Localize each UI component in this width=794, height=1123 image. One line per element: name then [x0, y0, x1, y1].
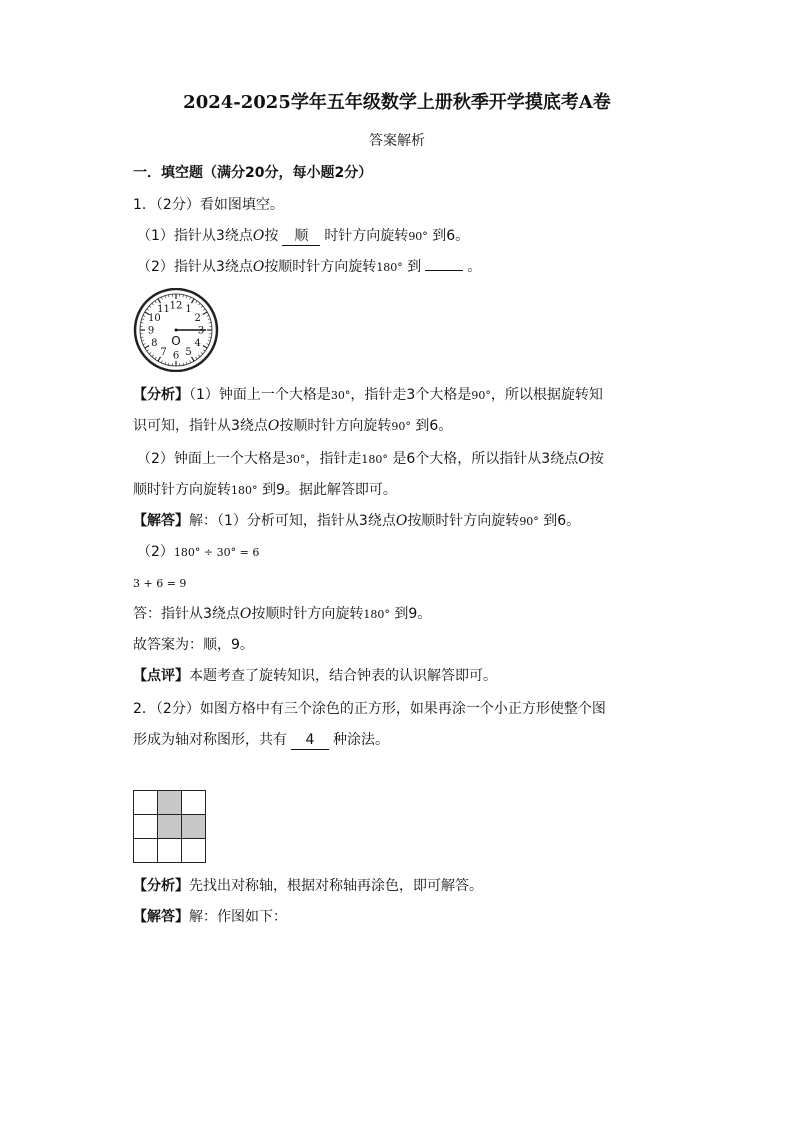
q1-part2-text: 按顺时针方向旋转 — [264, 259, 377, 275]
clock-tick — [183, 363, 184, 365]
clock-tick — [143, 315, 145, 316]
clock-tick — [203, 346, 207, 349]
page-title: 2024-2025学年五年级数学上册秋季开学摸底考A卷 — [183, 92, 611, 113]
clock-tick — [143, 344, 145, 345]
q1-part2 — [137, 257, 481, 278]
clock-tick — [196, 301, 197, 303]
point-o: O — [578, 451, 590, 467]
q1-analysis-line2 — [133, 416, 452, 437]
clock-tick — [209, 323, 211, 324]
grid-square — [182, 839, 206, 863]
clock-number: 1 — [185, 303, 192, 315]
q1-part2-text: 到 — [407, 259, 422, 275]
solution-tag: 【解答】 — [133, 909, 189, 925]
clock-tick — [192, 299, 195, 303]
clock-tick — [208, 340, 210, 341]
clock-tick — [207, 315, 209, 316]
clock-tick — [186, 362, 187, 364]
q1-stem: 1．（2分）看如图填空。 — [133, 197, 284, 213]
solution-text: 解：作图如下： — [189, 909, 287, 925]
solution-text: 解：（1）分析可知，指针从3绕点 — [189, 513, 396, 529]
clock-tick — [198, 303, 200, 305]
degree-value: 180° — [363, 608, 390, 621]
clock-tick — [147, 309, 149, 310]
clock-tick — [207, 344, 209, 345]
q1-solution-line3 — [133, 573, 186, 594]
q1-part1-answer: 顺 — [282, 228, 320, 246]
grid-square — [134, 815, 158, 839]
analysis-text: ，指针走 — [305, 451, 362, 467]
q2-solution — [133, 907, 287, 927]
shaded-square — [158, 791, 182, 815]
clock-tick — [149, 306, 151, 308]
clock-tick — [142, 340, 144, 341]
review-tag: 【点评】 — [133, 668, 189, 684]
clock-tick — [155, 301, 156, 303]
degree-value: 90° — [471, 389, 491, 402]
clock-tick — [149, 352, 151, 354]
clock-number: 4 — [194, 338, 201, 349]
q2-stem-line1: 2．（2分）如图方格中有三个涂色的正方形，如果再涂一个小正方形使整个图 — [133, 701, 606, 717]
solution-tag: 【解答】 — [133, 513, 189, 529]
clock-tick — [165, 362, 166, 364]
analysis-text: ，指针走3个大格是 — [350, 387, 472, 403]
clock-tick — [141, 323, 143, 324]
clock-tick — [186, 296, 187, 298]
degree-value: 180° — [376, 261, 403, 274]
q1-analysis-line3 — [137, 449, 604, 470]
clock-number: 2 — [194, 313, 201, 324]
analysis-tag: 【分析】 — [133, 878, 189, 894]
clock-number: 8 — [151, 338, 158, 349]
clock-tick — [147, 350, 149, 351]
q1-part2-text: 。 — [467, 259, 482, 275]
review-text: 本题考查了旋转知识，结合钟表的认识解答即可。 — [189, 668, 497, 684]
q1-analysis-line4 — [133, 480, 397, 501]
q1-part1-text: 到6。 — [432, 228, 470, 244]
grid-square — [182, 791, 206, 815]
solution-text: 按顺时针方向旋转 — [407, 513, 520, 529]
degree-value: 90° — [519, 515, 539, 528]
answer-text: 到9。 — [394, 606, 432, 622]
clock-tick — [152, 303, 154, 305]
degree-value: 30° — [285, 453, 306, 466]
clock-tick — [201, 306, 203, 308]
clock-tick — [183, 295, 184, 297]
square-grid — [133, 790, 206, 863]
q1-analysis-line1 — [133, 385, 603, 406]
q1-solution-line1 — [133, 511, 580, 532]
clock-tick — [158, 299, 161, 303]
q2-answer: 4 — [291, 732, 329, 750]
clock-tick — [141, 337, 143, 338]
q1-solution-line2 — [137, 542, 259, 563]
analysis-text: （2）钟面上一个大格是 — [137, 451, 286, 467]
clock-tick — [198, 355, 200, 357]
solution-text: （2） — [137, 544, 174, 560]
degree-value: 180° — [231, 484, 258, 497]
clock-tick — [196, 357, 197, 359]
clock-tick — [190, 361, 191, 363]
q1-part1-text: 时针方向旋转 — [324, 228, 409, 244]
clock-tick — [190, 297, 191, 299]
degree-value: 90° — [408, 230, 428, 243]
page-subtitle: 答案解析 — [369, 133, 425, 149]
q2-analysis — [133, 876, 483, 896]
analysis-text: 按 — [589, 451, 604, 467]
clock-tick — [161, 361, 162, 363]
clock-tick — [169, 295, 170, 297]
solution-text: 到6。 — [543, 513, 581, 529]
q1-part2-text: （2）指针从3绕点 — [137, 259, 253, 275]
q2-stem-text: 形成为轴对称图形，共有 — [133, 732, 287, 748]
q1-part1-text: （1）指针从3绕点 — [137, 228, 253, 244]
grid-square — [134, 839, 158, 863]
clock-tick — [209, 337, 211, 338]
q1-final-answer: 故答案为：顺，9。 — [133, 637, 254, 653]
section-heading: 一．填空题（满分20分，每小题2分） — [133, 165, 373, 181]
clock-tick — [203, 309, 205, 310]
degree-value: 30° — [330, 389, 351, 402]
clock-tick — [152, 355, 154, 357]
clock-tick — [165, 296, 166, 298]
clock-tick — [142, 319, 144, 320]
q2-stem-line2 — [133, 730, 389, 750]
q1-part2-answer-blank — [425, 270, 463, 271]
clock-tick — [169, 363, 170, 365]
clock-number: 11 — [157, 303, 170, 315]
degree-value: 90° — [391, 420, 411, 433]
analysis-text: 按顺时针方向旋转 — [279, 418, 392, 434]
clock-tick — [208, 319, 210, 320]
analysis-text: （1）钟面上一个大格是 — [189, 387, 331, 403]
clock-number: 7 — [160, 347, 167, 359]
q1-part1 — [137, 226, 469, 247]
clock-center — [175, 329, 178, 332]
analysis-text: 是6个大格，所以指针从3绕点 — [392, 451, 579, 467]
q1-part1-text: 按 — [264, 228, 279, 244]
clock-number: 3 — [197, 325, 205, 337]
clock-number: 6 — [172, 350, 180, 362]
grid-square — [158, 839, 182, 863]
answer-text: 答：指针从3绕点 — [133, 606, 240, 622]
clock-tick — [161, 297, 162, 299]
clock-tick — [192, 357, 195, 361]
clock-tick — [203, 312, 207, 315]
analysis-text: ，所以根据旋转知 — [490, 387, 603, 403]
point-o: O — [252, 259, 265, 275]
clock-tick — [201, 352, 203, 354]
point-o: O — [252, 228, 265, 244]
analysis-tag: 【分析】 — [133, 387, 189, 403]
point-o: O — [239, 606, 252, 622]
clock-figure — [131, 288, 221, 372]
q2-stem-text: 种涂法。 — [333, 732, 389, 748]
equation: 180° ÷ 30° = 6 — [173, 546, 260, 559]
point-o: O — [267, 418, 280, 434]
clock-tick — [203, 350, 205, 351]
answer-text: 按顺时针方向旋转 — [251, 606, 364, 622]
shaded-square — [158, 815, 182, 839]
clock-number: 10 — [147, 313, 161, 324]
q1-answer — [133, 604, 431, 625]
point-o: O — [395, 513, 408, 529]
analysis-text: 到6。 — [415, 418, 453, 434]
analysis-text: 到9。据此解答即可。 — [261, 482, 397, 498]
clock-number: 5 — [185, 347, 192, 359]
equation: 3 + 6 = 9 — [133, 577, 187, 590]
analysis-text: 顺时针方向旋转 — [133, 482, 231, 498]
shaded-square — [182, 815, 206, 839]
clock-number: 12 — [169, 300, 183, 312]
clock-tick — [155, 357, 156, 359]
clock-tick — [145, 346, 149, 349]
q1-review — [133, 666, 497, 686]
analysis-text: 先找出对称轴，根据对称轴再涂色，即可解答。 — [189, 878, 483, 894]
grid-square — [134, 791, 158, 815]
analysis-text: 识可知，指针从3绕点 — [133, 418, 268, 434]
clock-center-label: O — [171, 334, 181, 348]
clock-number: 9 — [147, 325, 155, 337]
degree-value: 180° — [361, 453, 388, 466]
